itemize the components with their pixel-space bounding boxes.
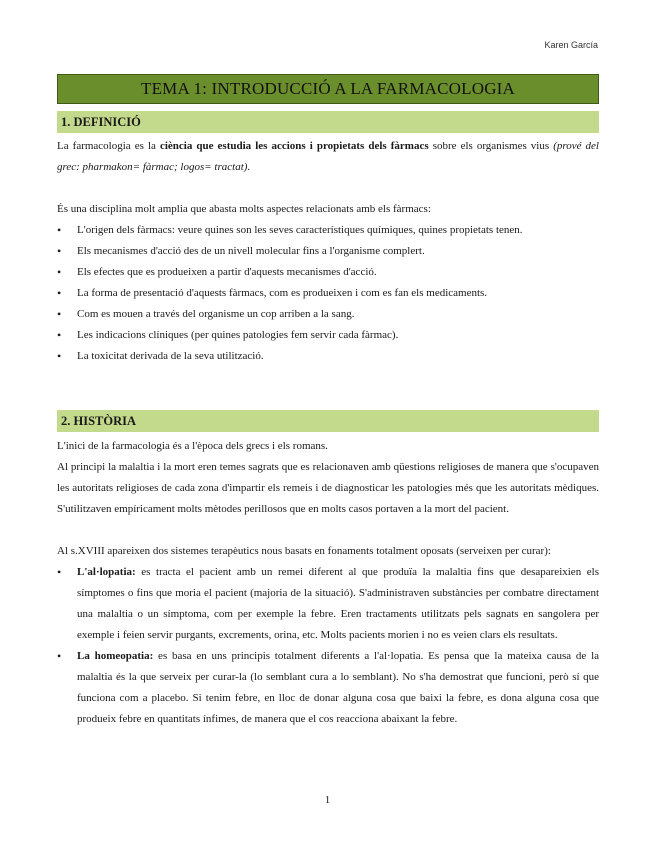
list-item: • La toxicitat derivada de la seva utilització.	[57, 346, 599, 367]
definicio-body	[57, 136, 599, 367]
page-number: 1	[324, 794, 331, 806]
section-title-definicio: 1. DEFINICIÓ	[61, 114, 141, 129]
scope-list	[57, 220, 599, 367]
list-item: • La forma de presentació d'aquests fàrmacs, com es produeixen i com es fan els medicaments.	[57, 283, 599, 304]
list-item	[57, 646, 599, 730]
definition-highlight: ciència que estudia les accions i propietats dels fàrmacs	[159, 140, 429, 152]
section-title-historia: 2. HISTÒRIA	[61, 413, 137, 428]
therapy-term: La homeopatia:	[77, 650, 154, 662]
etymology-note: (prové del grec: pharmakon= fàrmac; logos= tractat)	[57, 140, 599, 173]
document-title-bar	[57, 74, 599, 104]
list-item	[57, 562, 599, 646]
document-title: TEMA 1: INTRODUCCIÓ A LA FARMACOLOGIA	[140, 79, 516, 98]
therapy-description: es tracta el pacient amb un remei diferent al que produïa la malaltia fins que desapareixien els símptomes o fins que moria el pacient (majoria de la situació). S'administraven substàncies per combatre directament una malaltia o un símptoma, com per exemple la febre. Eren tractaments utilitzats pels sagnats en sangolera per exemple i feien servir purgants, excrements, orina, etc. Molts pacients morien i no es veien clars els resultats.	[77, 566, 599, 641]
history-paragraph: Al s.XVIII apareixen dos sistemes terapèutics nous basats en fonaments totalment oposats (serveixen per curar):	[57, 545, 551, 557]
list-item: • Els efectes que es produeixen a partir d'aquests mecanismes d'acció.	[57, 262, 599, 283]
definition-text: .	[247, 161, 251, 173]
section-heading-historia	[57, 410, 599, 432]
history-paragraph: L'inici de la farmacologia és a l'època dels grecs i els romans.	[57, 440, 328, 452]
list-item: • L'origen dels fàrmacs: veure quines son les seves característiques químiques, quines propietats tenen.	[57, 220, 599, 241]
definition-paragraph	[57, 136, 599, 178]
history-paragraph: Al principi la malaltia i la mort eren temes sagrats que es relacionaven amb qüestions religioses de manera que s'ocupaven les autoritats religioses de cada zona d'impartir els remeis i de diagnosticar les patologies més que les autoritats mèdiques. S'utilitzaven empíricament molts mètodes perillosos que en molts casos portaven a la mort del pacient.	[57, 461, 599, 515]
therapy-description: es basa en uns principis totalment diferents a l'al·lopatia. Es pensa que la mateixa causa de la malaltia és la que serveix per curar-la (lo semblant cura a lo semblant). No s'ha demostrat que funcioni, però sí que funciona com a placebo. Si tenim febre, en lloc de donar alguna cosa que baixi la febre, es dona alguna cosa que produeix febre en quantitats ínfimes, de manera que el cos reacciona abaixant la febre.	[77, 650, 600, 725]
author-name: Karen García	[544, 40, 598, 50]
section-heading-definicio	[57, 111, 599, 133]
scope-lead: És una disciplina molt amplia que abasta molts aspectes relacionats amb els fàrmacs:	[57, 203, 431, 215]
definition-text: sobre els organismes vius	[428, 140, 554, 152]
historia-body	[57, 436, 599, 730]
list-item: • Les indicacions clíniques (per quines patologies fem servir cada fàrmac).	[57, 325, 599, 346]
definition-text: La farmacologia es la	[57, 140, 160, 152]
therapy-list	[57, 562, 599, 730]
therapy-term: L'al·lopatia:	[77, 566, 136, 578]
list-item: • Els mecanismes d'acció des de un nivell molecular fins a l'organisme complert.	[57, 241, 599, 262]
list-item: • Com es mouen a través del organisme un cop arriben a la sang.	[57, 304, 599, 325]
